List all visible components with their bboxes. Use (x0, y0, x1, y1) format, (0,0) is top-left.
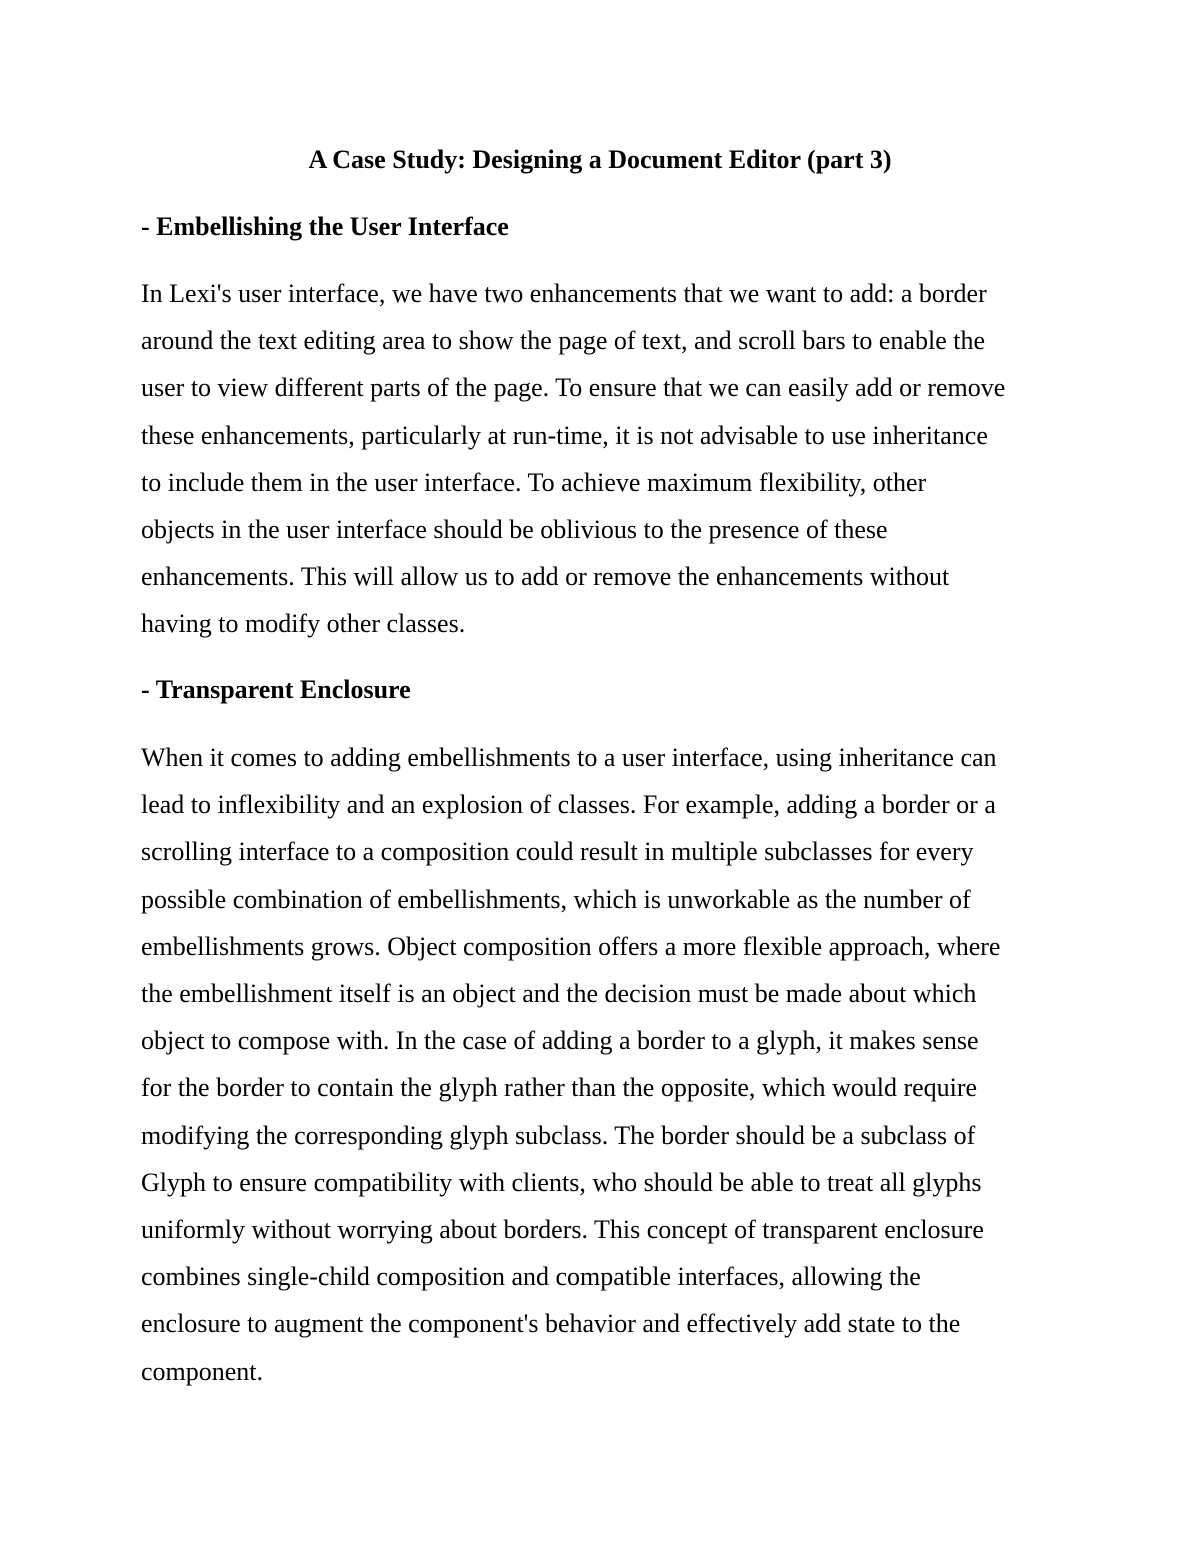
paragraph-line: uniformly without worrying about borders. This concept of transparent enclosure (141, 1215, 984, 1245)
paragraph-line: having to modify other classes. (141, 609, 466, 639)
paragraph-line: for the border to contain the glyph rather than the opposite, which would require (141, 1073, 978, 1103)
paragraph-line: component. (141, 1356, 264, 1386)
paragraph-line: embellishments grows. Object composition offers a more flexible approach, where (141, 931, 1001, 961)
paragraph-line: In Lexi's user interface, we have two enhancements that we want to add: a border (141, 279, 987, 308)
section-heading-transparent-enclosure: - Transparent Enclosure (141, 675, 411, 704)
paragraph-line: lead to inflexibility and an explosion of classes. For example, adding a border or a (141, 790, 996, 820)
paragraph-line: possible combination of embellishments, which is unworkable as the number of (141, 884, 971, 914)
paragraph-line: scrolling interface to a composition could result in multiple subclasses for every (141, 837, 974, 867)
paragraph-transparent-enclosure (141, 734, 1081, 1395)
paragraph-line: object to compose with. In the case of adding a border to a glyph, it makes sense (141, 1026, 979, 1056)
paragraph-line: Glyph to ensure compatibility with clients, who should be able to treat all glyphs (141, 1167, 982, 1197)
paragraph-line: modifying the corresponding glyph subclass. The border should be a subclass of (141, 1120, 976, 1150)
paragraph-line: the embellishment itself is an object and the decision must be made about which (141, 979, 977, 1009)
paragraph-line: enhancements. This will allow us to add or remove the enhancements without (141, 562, 950, 592)
paragraph-line: these enhancements, particularly at run-time, it is not advisable to use inheritance (141, 420, 988, 450)
paragraph-line: to include them in the user interface. To achieve maximum flexibility, other (141, 467, 927, 497)
paragraph-embellishing (141, 270, 1081, 648)
paragraph-line: objects in the user interface should be oblivious to the presence of these (141, 515, 888, 545)
document-title: A Case Study: Designing a Document Editor (part 3) (308, 145, 892, 174)
paragraph-line: around the text editing area to show the page of text, and scroll bars to enable the (141, 326, 985, 356)
paragraph-line: When it comes to adding embellishments to a user interface, using inheritance can (141, 743, 997, 772)
paragraph-line: user to view different parts of the page. To ensure that we can easily add or remove (141, 373, 1006, 403)
section-heading-embellishing: - Embellishing the User Interface (141, 212, 509, 241)
paragraph-line: combines single-child composition and compatible interfaces, allowing the (141, 1262, 921, 1292)
paragraph-line: enclosure to augment the component's behavior and effectively add state to the (141, 1309, 961, 1339)
